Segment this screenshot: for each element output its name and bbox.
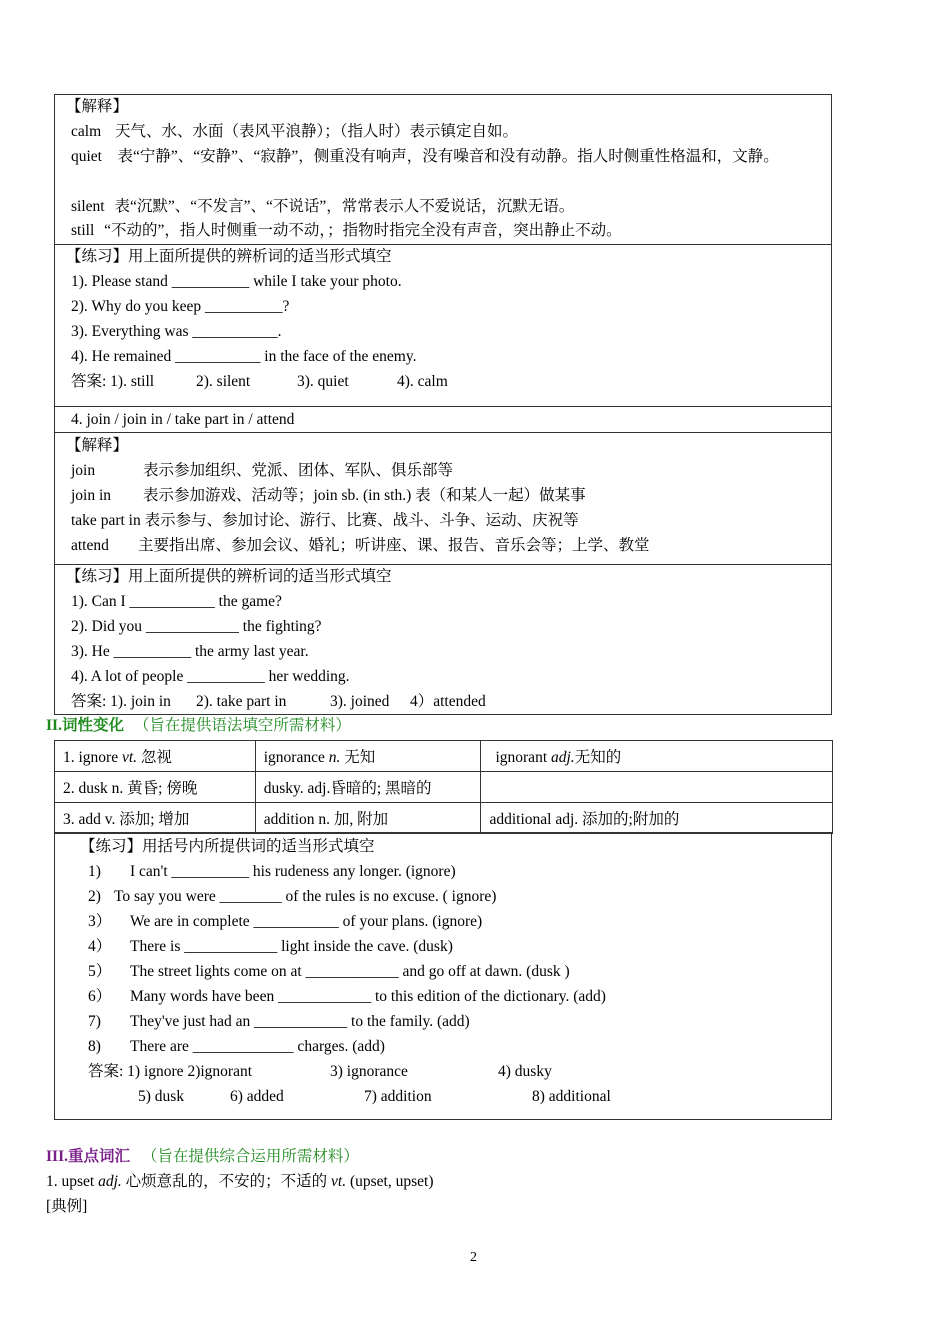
calm-line xyxy=(71,122,518,142)
answer: 2). silent xyxy=(196,373,251,390)
exercise-item: 2). Why do you keep __________? xyxy=(71,298,290,315)
answer: 答案: 1) ignore 2)ignorant xyxy=(88,1063,253,1080)
exercise-number: 7) xyxy=(88,1013,101,1030)
exercise-header: 【练习】用上面所提供的辨析词的适当形式填空 xyxy=(66,248,392,265)
still-definition: “不动的”，指人时侧重一动不动，；指物时指完全没有声音，突出静止不动。 xyxy=(104,222,622,239)
section-2-heading: II.词性变化 xyxy=(46,717,124,734)
answer: 3). joined xyxy=(330,693,390,710)
vocab-item-upset: 1. upset adj. 心烦意乱的，不安的；不适的 vt. (upset, upset) xyxy=(46,1173,434,1190)
exercise-text: They've just had an ____________ to the family. (add) xyxy=(130,1013,470,1030)
joinin-word: join in xyxy=(71,487,112,504)
table-row xyxy=(55,741,833,772)
calm-word: calm xyxy=(71,123,102,140)
calm-definition: 天气、水、水面（表风平浪静）；（指人时）表示镇定自如。 xyxy=(115,123,519,140)
exercise-item: 2). Did you ____________ the fighting? xyxy=(71,618,322,635)
table-cell: ignorant adj.无知的 xyxy=(481,741,833,772)
attend-definition: 主要指出席、参加会议、婚礼；听讲座、课、报告、音乐会等；上学、教堂 xyxy=(138,537,650,554)
joinin-definition: 表示参加游戏、活动等；join sb. (in sth.) 表（和某人一起）做某事 xyxy=(143,487,586,504)
still-word: still xyxy=(71,222,95,239)
word-change-table xyxy=(54,740,833,834)
exercise-text: I can't __________ his rudeness any longer. (ignore) xyxy=(130,863,456,880)
table-cell: ignorance n. 无知 xyxy=(255,741,481,772)
takepart-line: take part in 表示参与、参加讨论、游行、比赛、战斗、斗争、运动、庆祝等 xyxy=(71,512,579,529)
exercise-item: 1). Please stand __________ while I take your photo. xyxy=(71,273,402,290)
exercise-number: 5） xyxy=(88,963,112,980)
quiet-line: quiet 表“宁静”、“安静”、“寂静”，侧重没有响声，没有噪音和没有动静。指人时侧重性格温和，文静。 xyxy=(71,148,779,165)
exercise-header: 【练习】用上面所提供的辨析词的适当形式填空 xyxy=(66,568,392,585)
answer: 4) dusky xyxy=(498,1063,552,1080)
answer: 4). calm xyxy=(397,373,448,390)
silent-line xyxy=(71,197,574,217)
answer: 4）attended xyxy=(410,693,486,710)
exercise-number: 8) xyxy=(88,1038,101,1055)
exercise-text: The street lights come on at ____________ and go off at dawn. (dusk ) xyxy=(130,963,570,980)
table-cell: addition n. 加, 附加 xyxy=(255,803,481,834)
exercise-text: Many words have been ____________ to this edition of the dictionary. (add) xyxy=(130,988,606,1005)
answer-label: 答案: 1). join in xyxy=(71,693,171,710)
answer: 7) addition xyxy=(364,1088,432,1105)
exercise-item: 1). Can I ___________ the game? xyxy=(71,593,282,610)
exercise-number: 3） xyxy=(88,913,112,930)
exercise-item: 4). He remained ___________ in the face of the enemy. xyxy=(71,348,417,365)
exercise-number: 6） xyxy=(88,988,112,1005)
item4-title: 4. join / join in / take part in / attend xyxy=(71,411,295,428)
exercise-text: To say you were ________ of the rules is no excuse. ( ignore) xyxy=(114,888,497,905)
explanation-header: 【解释】 xyxy=(66,437,129,454)
answer: 6) added xyxy=(230,1088,284,1105)
join-definition: 表示参加组织、党派、团体、军队、俱乐部等 xyxy=(143,462,454,479)
exercise-item: 3). Everything was ___________. xyxy=(71,323,282,340)
exercise-header: 【练习】用括号内所提供词的适当形式填空 xyxy=(80,838,375,855)
exercise-text: We are in complete ___________ of your plans. (ignore) xyxy=(130,913,483,930)
section-2-note: （旨在提供语法填空所需材料） xyxy=(133,717,351,734)
silent-word: silent xyxy=(71,198,105,215)
table-row xyxy=(55,803,833,834)
join-word: join xyxy=(71,462,96,479)
example-label: [典例] xyxy=(46,1198,88,1215)
table-cell: 2. dusk n. 黄昏; 傍晚 xyxy=(55,772,256,803)
exercise-number: 1) xyxy=(88,863,101,880)
table-row xyxy=(55,772,833,803)
table-cell: 3. add v. 添加; 增加 xyxy=(55,803,256,834)
silent-definition: 表“沉默”、“不发言”、“不说话”，常常表示人不爱说话，沉默无语。 xyxy=(114,198,575,215)
answer-label: 答案: 1). still xyxy=(71,373,155,390)
answer: 8) additional xyxy=(532,1088,611,1105)
table-cell: 1. ignore vt. 忽视 xyxy=(55,741,256,772)
table-cell: dusky. adj.昏暗的; 黑暗的 xyxy=(255,772,481,803)
section-3-heading: III.重点词汇 xyxy=(46,1148,130,1165)
exercise-number: 4） xyxy=(88,938,112,955)
explanation-header: 【解释】 xyxy=(66,98,129,115)
still-line xyxy=(71,221,622,241)
exercise-number: 2) xyxy=(88,888,101,905)
section-3-note: （旨在提供综合运用所需材料） xyxy=(141,1148,359,1165)
section-title-3 xyxy=(46,1147,359,1167)
answer: 5) dusk xyxy=(138,1088,185,1105)
exercise-text: There is ____________ light inside the cave. (dusk) xyxy=(130,938,453,955)
exercise-text: There are _____________ charges. (add) xyxy=(130,1038,385,1055)
answer: 2). take part in xyxy=(196,693,287,710)
section-title-2 xyxy=(46,716,351,736)
attend-word: attend xyxy=(71,537,109,554)
exercise-item: 3). He __________ the army last year. xyxy=(71,643,309,660)
answer: 3). quiet xyxy=(297,373,349,390)
table-cell xyxy=(481,772,833,803)
table-cell: additional adj. 添加的;附加的 xyxy=(481,803,833,834)
exercise-item: 4). A lot of people __________ her wedding. xyxy=(71,668,350,685)
page-number: 2 xyxy=(470,1250,477,1265)
answer: 3) ignorance xyxy=(330,1063,408,1080)
